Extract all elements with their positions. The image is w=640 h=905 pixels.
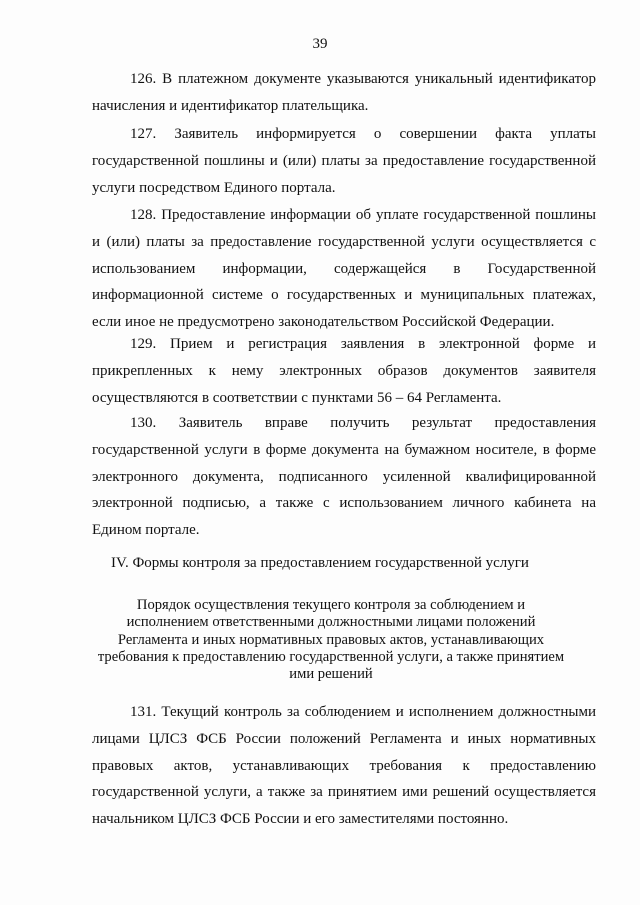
page-number: 39: [312, 36, 328, 52]
section-heading: IV. Формы контроля за предоставлением государственной услуги: [111, 555, 529, 571]
paragraph-129: 129. Прием и регистрация заявления в электронной форме и прикрепленных к нему электронных образов документов заявителя осуществляются в соответствии с пунктами 56 – 64 Регламента.: [92, 336, 596, 406]
paragraph-126: 126. В платежном документе указываются уникальный идентификатор начисления и идентификатор плательщика.: [92, 71, 596, 114]
paragraph-131: 131. Текущий контроль за соблюдением и исполнением должностными лицами ЦЛСЗ ФСБ России положений Регламента и иных нормативных правовых актов, устанавливающих требования к предоставлению государственной услуги, а также за принятием ими решений осуществляется начальником ЦЛСЗ ФСБ России и его заместителями постоянно.: [92, 704, 596, 828]
paragraph-127: 127. Заявитель информируется о совершении факта уплаты государственной пошлины и (или) платы за предоставление государственной услуги посредством Единого портала.: [92, 126, 596, 196]
subsection-heading: Порядок осуществления текущего контроля за соблюдением и исполнением ответственными должностными лицами положений Регламента и иных нормативных правовых актов, устанавливающих требования к предоставлению государственной услуги, а также принятием ими решений: [97, 597, 565, 683]
paragraph-130: 130. Заявитель вправе получить результат предоставления государственной услуги в форме документа на бумажном носителе, в форме электронного документа, подписанного усиленной квалифицированной электронной подписью, а также с использованием личного кабинета на Едином портале.: [92, 415, 596, 539]
paragraph-128: 128. Предоставление информации об уплате государственной пошлины и (или) платы за предоставление государственной услуги осуществляется с использованием информации, содержащейся в Государственной информационной системе о государственных и муниципальных платежах, если иное не предусмотрено законодательством Российской Федерации.: [92, 207, 596, 331]
